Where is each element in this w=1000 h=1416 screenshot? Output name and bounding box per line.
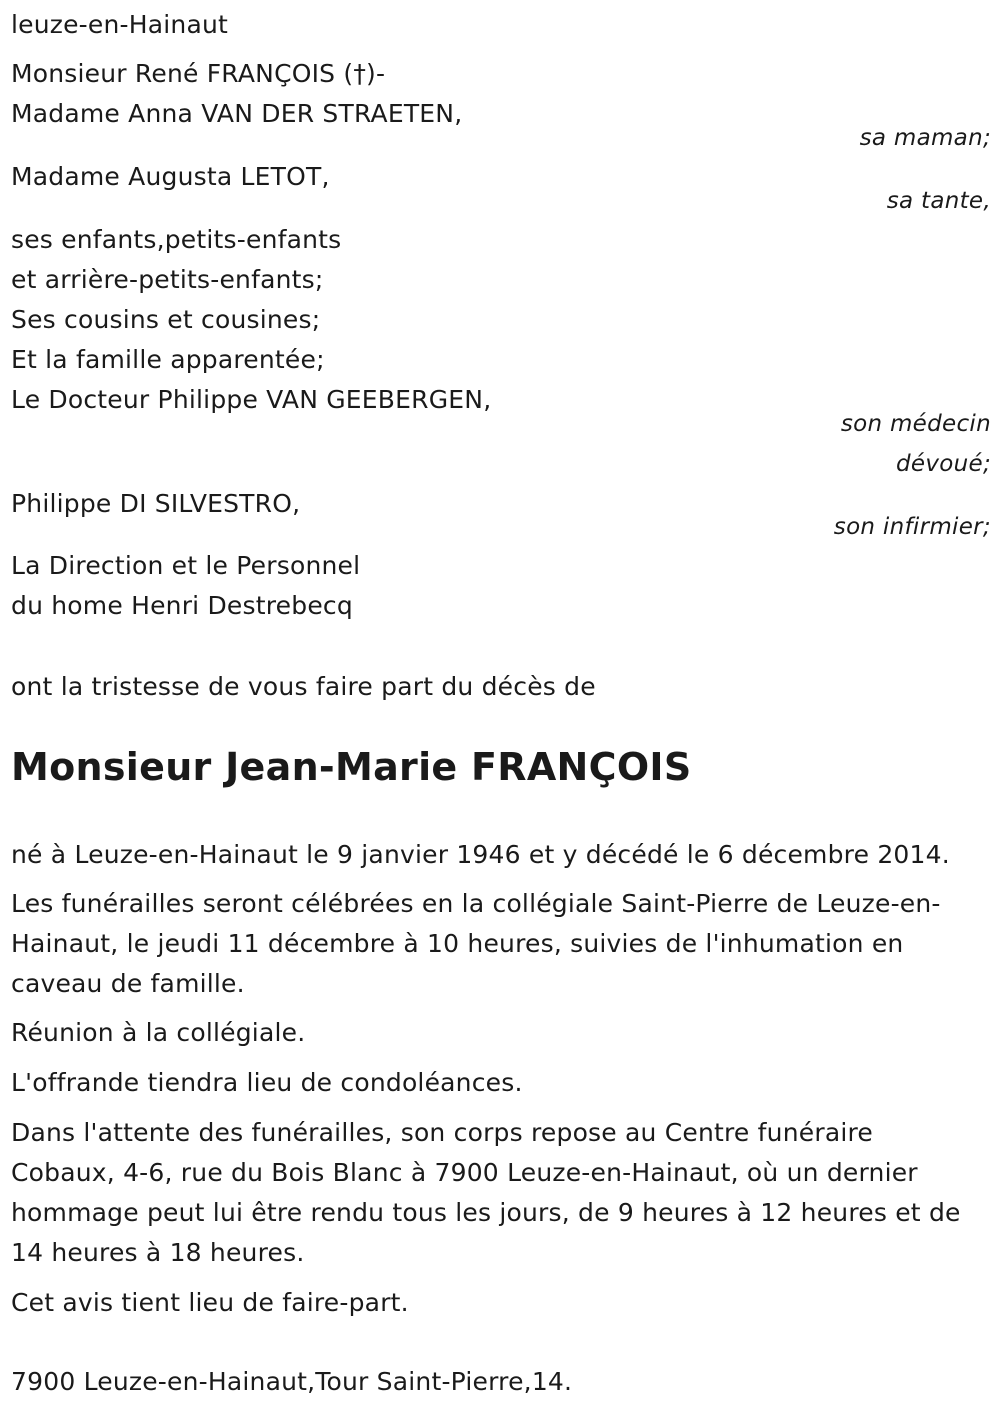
relation-nurse: son infirmier; — [833, 514, 991, 540]
deceased-name: Monsieur Jean-Marie FRANÇOIS — [11, 745, 692, 789]
address-line: 7900 Leuze-en-Hainaut,Tour Saint-Pierre,14. — [11, 1367, 573, 1396]
family-line-doctor: Le Docteur Philippe VAN GEEBERGEN, — [11, 385, 492, 414]
relation-doctor-continued: dévoué; — [895, 451, 991, 477]
location-heading: leuze-en-Hainaut — [11, 10, 229, 39]
relation-aunt: sa tante, — [886, 188, 991, 214]
family-member-mother: Madame Anna VAN DER STRAETEN, — [11, 99, 463, 128]
relation-doctor: son médecin — [840, 411, 991, 437]
offering-paragraph: L'offrande tiendra lieu de condoléances. — [11, 1068, 523, 1097]
announcement-text: ont la tristesse de vous faire part du décès de — [11, 672, 596, 701]
notice-paragraph: Cet avis tient lieu de faire-part. — [11, 1288, 409, 1317]
family-line-nurse: Philippe DI SILVESTRO, — [11, 489, 301, 518]
family-line-children: ses enfants,petits-enfants — [11, 225, 342, 254]
birth-death-paragraph: né à Leuze-en-Hainaut le 9 janvier 1946 et y décédé le 6 décembre 2014. — [11, 840, 950, 869]
meeting-paragraph: Réunion à la collégiale. — [11, 1018, 306, 1047]
family-line-cousins: Ses cousins et cousines; — [11, 305, 321, 334]
resting-place-paragraph: Dans l'attente des funérailles, son corps repose au Centre funéraire Cobaux, 4-6, rue du Bois Blanc à 7900 Leuze-en-Hainaut, où un dernier hommage peut lui être rendu tous les jours, de 9 heures à 12 heures et de 14 heures à 18 heures. — [11, 1118, 961, 1267]
funeral-paragraph: Les funérailles seront célébrées en la collégiale Saint-Pierre de Leuze-en-Hainaut, le jeudi 11 décembre à 10 heures, suivies de l'inhumation en caveau de famille. — [11, 889, 941, 998]
family-line-care-home: La Direction et le Personnel — [11, 551, 361, 580]
family-line-great-grandchildren: et arrière-petits-enfants; — [11, 265, 324, 294]
family-member-aunt: Madame Augusta LETOT, — [11, 162, 330, 191]
family-line-relatives: Et la famille apparentée; — [11, 345, 325, 374]
relation-mother: sa maman; — [859, 125, 991, 151]
family-member-father: Monsieur René FRANÇOIS (†)- — [11, 59, 386, 88]
family-line-care-home-name: du home Henri Destrebecq — [11, 591, 353, 620]
